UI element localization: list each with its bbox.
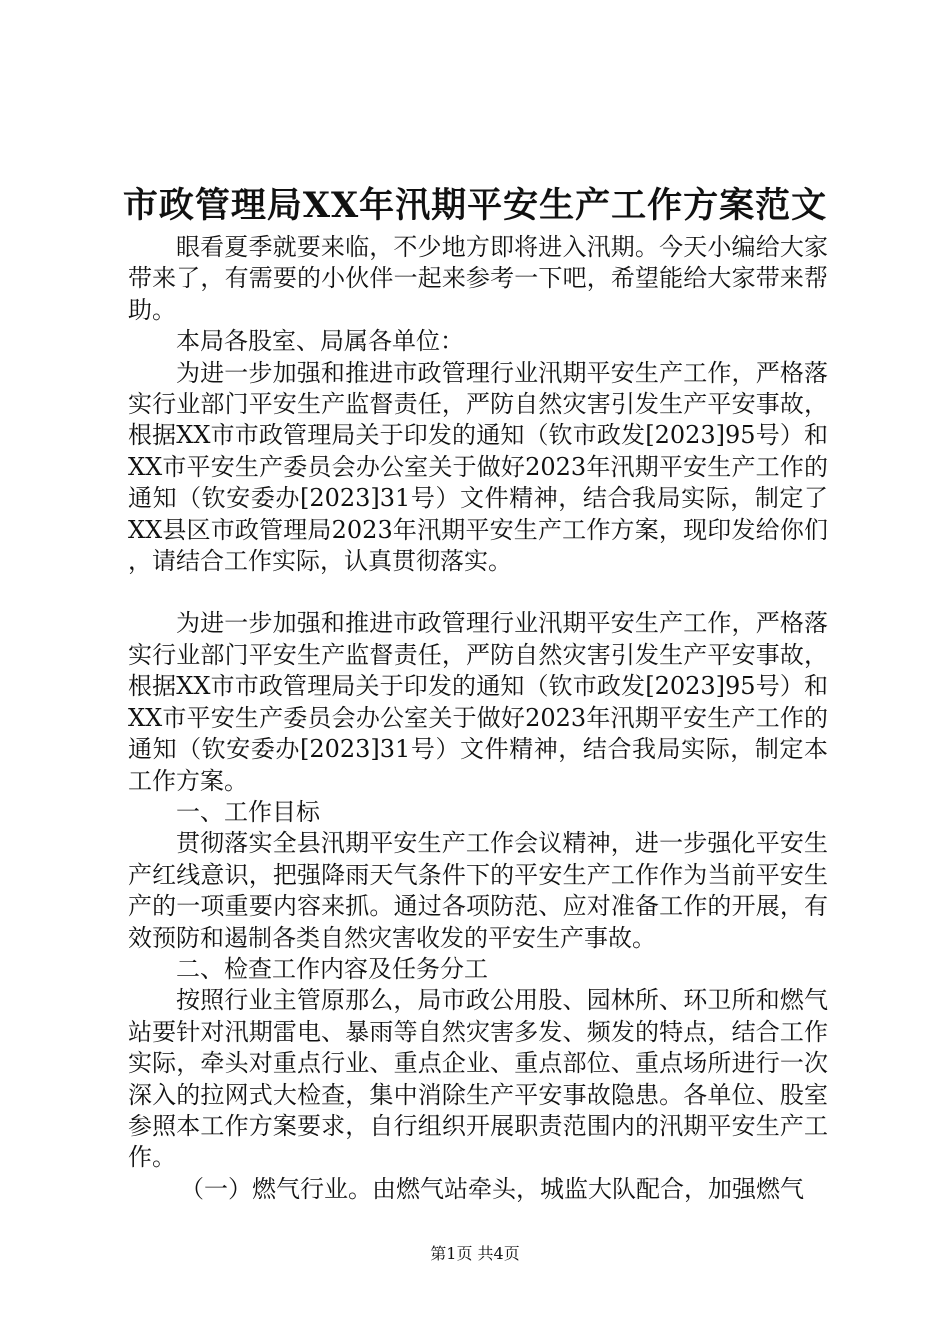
section-heading-goals: 一、工作目标 bbox=[176, 797, 320, 826]
plan-intro-paragraph: 为进一步加强和推进市政管理行业汛期平安生产工作，严格落实行业部门平安生产监督责任，严防自然灾害引发生产平安事故，根据XX市市政管理局关于印发的通知（钦市政发[2023]95号）和XX市平安生产委员会办公室关于做好2023年汛期平安生产工作的通知（钦安委办[2023]31号）文件精神，结合我局实际，制定本工作方案。 bbox=[128, 609, 828, 795]
salutation-paragraph: 本局各股室、局属各单位： bbox=[176, 327, 464, 356]
intro-paragraph: 眼看夏季就要来临，不少地方即将进入汛期。今天小编给大家带来了，有需要的小伙伴一起来参考一下吧，希望能给大家带来帮助。 bbox=[128, 233, 828, 324]
document-body bbox=[128, 232, 828, 1205]
gas-industry-paragraph: （一）燃气行业。由燃气站牵头，城监大队配合，加强燃气 bbox=[180, 1174, 804, 1203]
page-footer: 第1页 共4页 bbox=[430, 1244, 520, 1263]
notice-paragraph: 为进一步加强和推进市政管理行业汛期平安生产工作，严格落实行业部门平安生产监督责任，严防自然灾害引发生产平安事故，根据XX市市政管理局关于印发的通知（钦市政发[2023]95号）和XX市平安生产委员会办公室关于做好2023年汛期平安生产工作的通知（钦安委办[2023]31号）文件精神，结合我局实际，制定了XX县区市政管理局2023年汛期平安生产工作方案，现印发给你们，请结合工作实际，认真贯彻落实。 bbox=[128, 358, 828, 576]
document-title: 市政管理局XX年汛期平安生产工作方案范文 bbox=[122, 185, 828, 226]
tasks-paragraph: 按照行业主管原那么，局市政公用股、园林所、环卫所和燃气站要针对汛期雷电、暴雨等自然灾害多发、频发的特点，结合工作实际，牵头对重点行业、重点企业、重点部位、重点场所进行一次深入的拉网式大检查，集中消除生产平安事故隐患。各单位、股室参照本工作方案要求，自行组织开展职责范围内的汛期平安生产工作。 bbox=[128, 986, 828, 1172]
section-heading-tasks: 二、检查工作内容及任务分工 bbox=[176, 954, 488, 983]
goals-paragraph: 贯彻落实全县汛期平安生产工作会议精神，进一步强化平安生产红线意识，把强降雨天气条件下的平安生产工作作为当前平安生产的一项重要内容来抓。通过各项防范、应对准备工作的开展，有效预防和遏制各类自然灾害收发的平安生产事故。 bbox=[128, 829, 828, 952]
